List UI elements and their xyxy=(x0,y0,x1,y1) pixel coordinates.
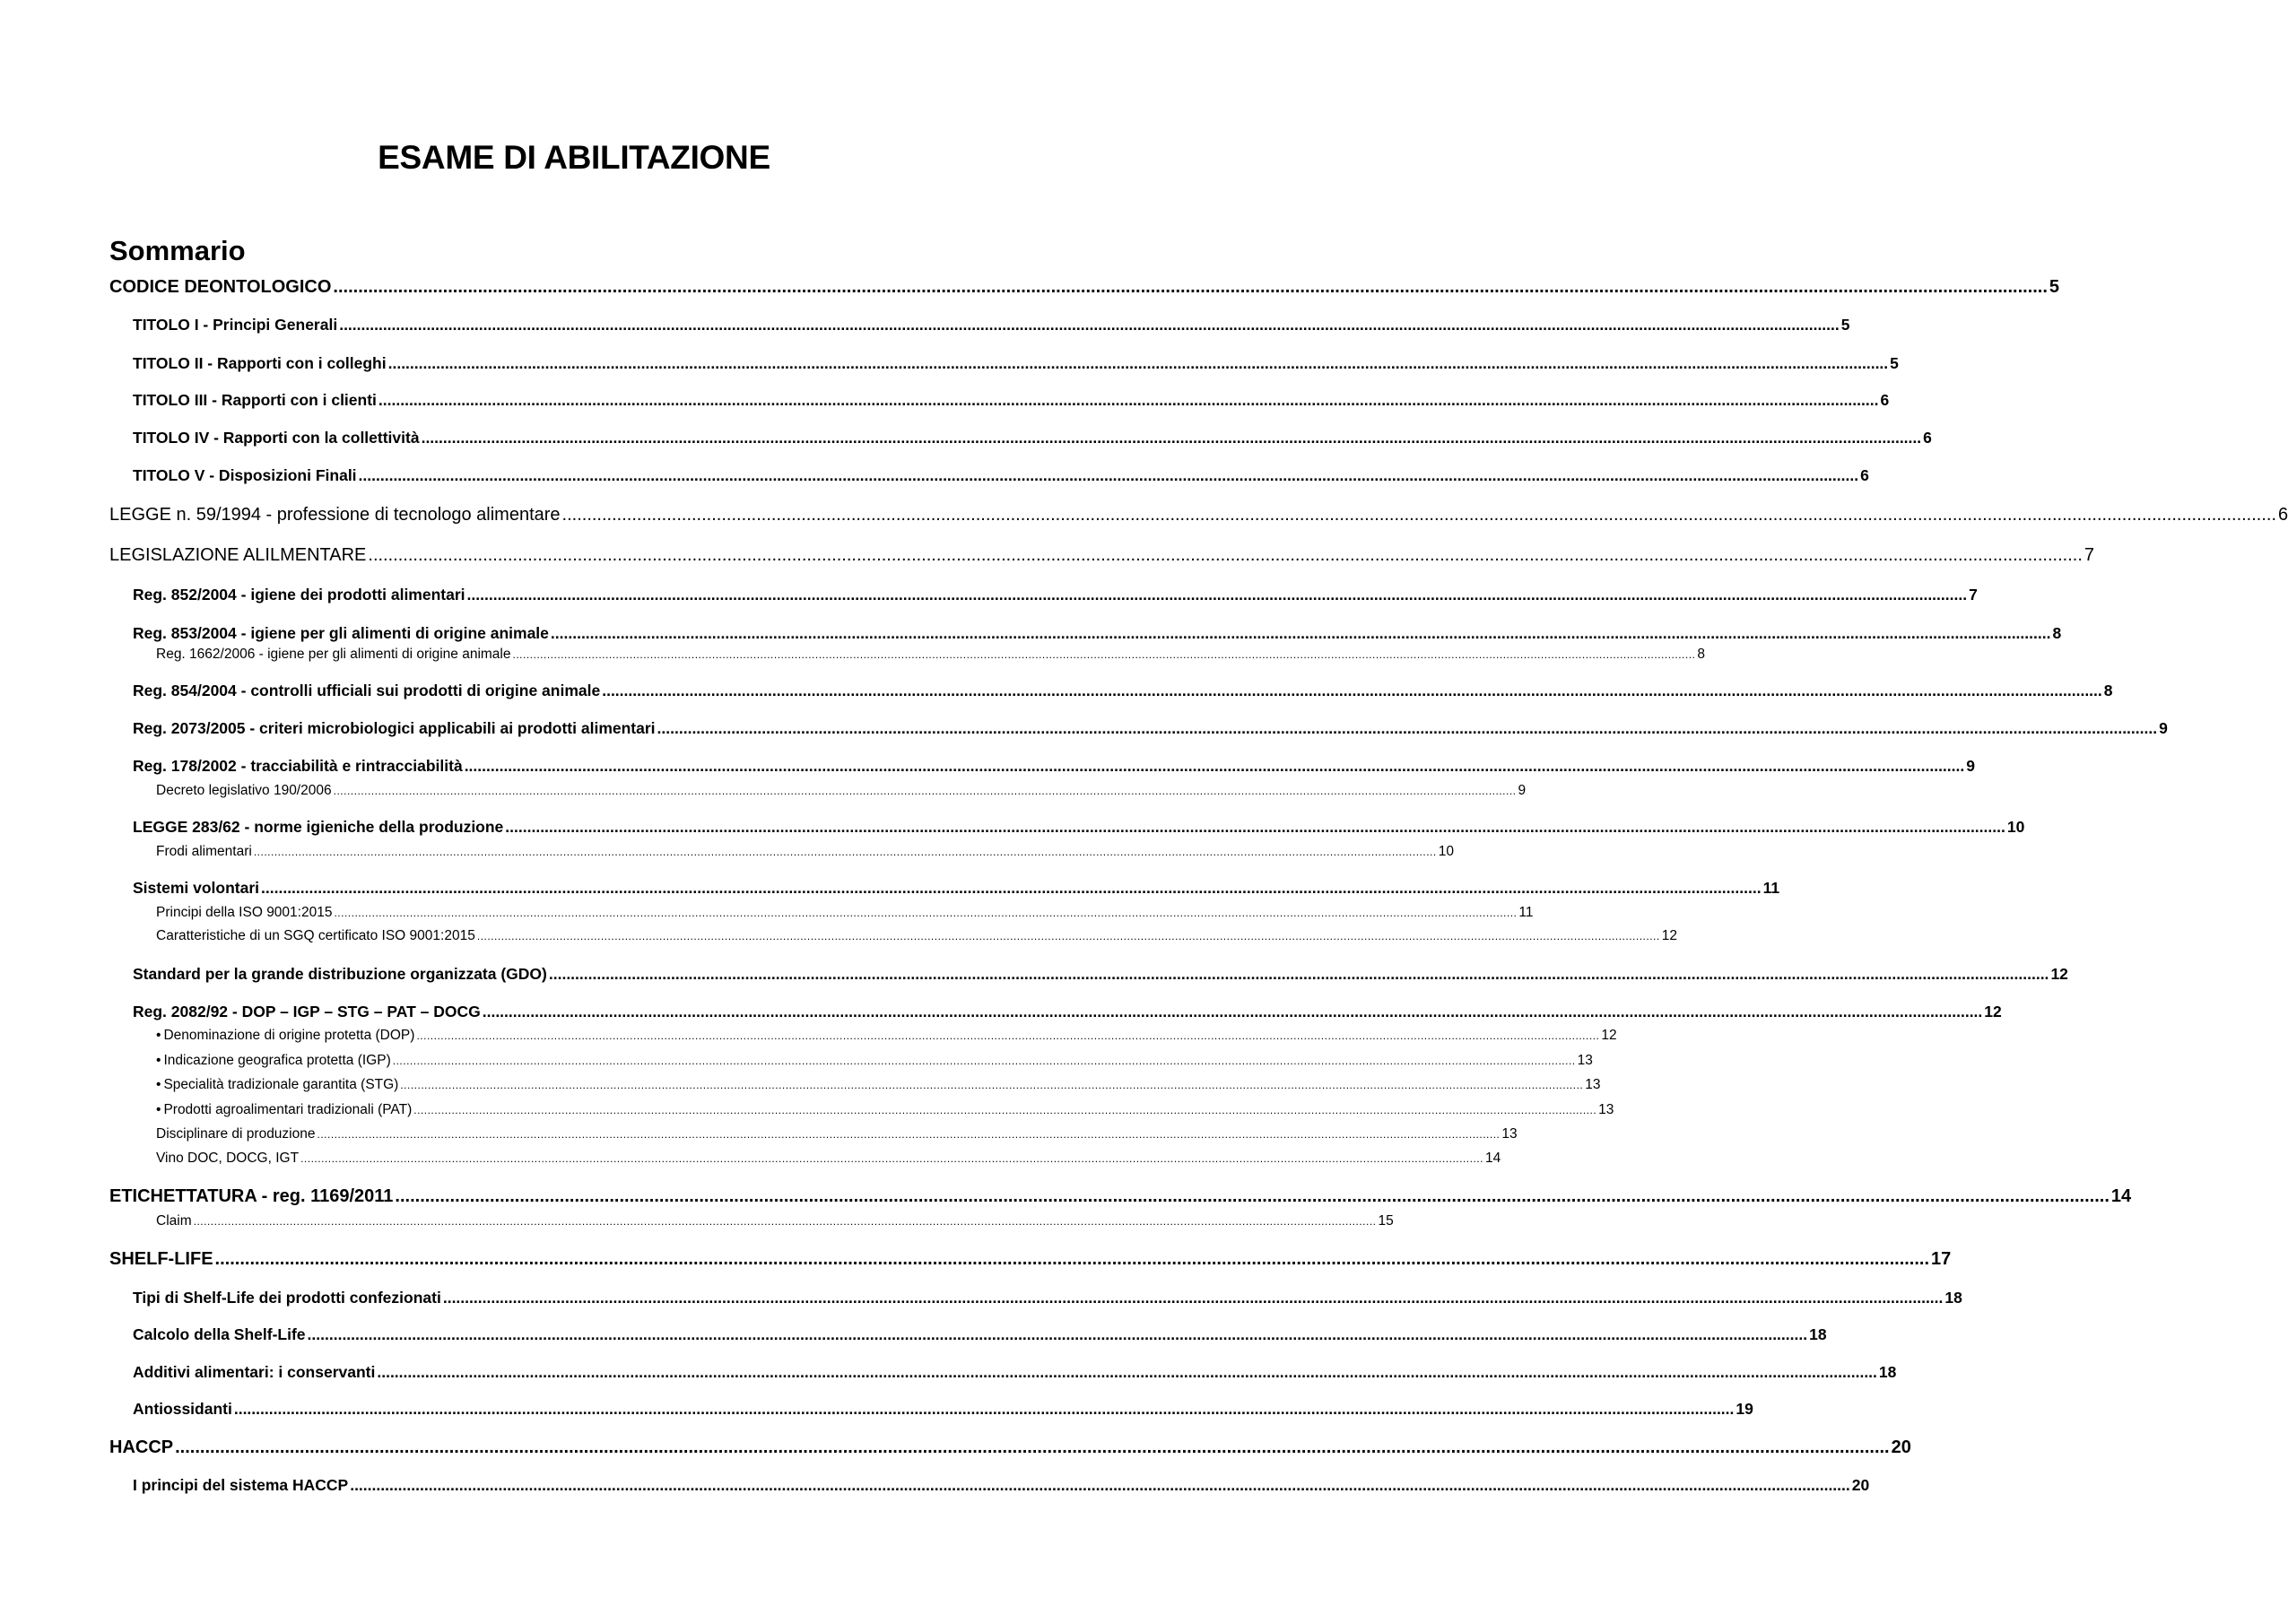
dot-leader: ........................................................................................................................................................................................................................................................................................................................................................ xyxy=(261,879,1762,897)
toc-entry-page-number: 12 xyxy=(2050,965,2068,983)
toc-entry-text: Specialità tradizionale garantita (STG) xyxy=(163,1077,399,1092)
toc-entry-sistemi[interactable] xyxy=(133,877,1780,899)
toc-entry-text: LEGGE 283/62 - norme igieniche della produzione xyxy=(133,818,504,836)
toc-entry-page-number: 12 xyxy=(1601,1028,1617,1043)
toc-entry-label xyxy=(133,352,387,374)
toc-entry-label xyxy=(133,1324,306,1345)
toc-entry-label xyxy=(133,389,377,411)
toc-entry-label xyxy=(133,816,503,838)
toc-entry-text: LEGGE n. 59/1994 - professione di tecnologo alimentare xyxy=(109,505,561,525)
toc-entry-text: TITOLO V - Disposizioni Finali xyxy=(133,466,357,484)
toc-entry-reg1662[interactable] xyxy=(156,645,1706,664)
toc-entry-label xyxy=(156,1100,412,1120)
dot-leader: ........................................................................................................................................................................................................................................................................................................................................................ xyxy=(378,391,1879,409)
toc-entry-text: Additivi alimentari: i conservanti xyxy=(133,1363,376,1381)
toc-entry-page-number: 13 xyxy=(1585,1077,1601,1092)
toc-entry-titolo5[interactable] xyxy=(133,465,1869,486)
toc-entry-label xyxy=(156,781,332,801)
toc-entry-page-number: 11 xyxy=(1518,905,1534,920)
dot-leader: ........................................................................................................................................................................................................................................................................................................................................................ xyxy=(400,1079,1584,1091)
toc-entry-iso9001[interactable] xyxy=(156,903,1534,923)
toc-entry-label xyxy=(156,903,332,923)
toc-entry-principi_haccp[interactable] xyxy=(133,1474,1870,1496)
toc-entry-titolo3[interactable] xyxy=(133,389,1890,411)
toc-entry-label xyxy=(133,755,463,777)
toc-entry-label xyxy=(109,275,331,299)
toc-entry-label xyxy=(109,503,561,526)
dot-leader: ........................................................................................................................................................................................................................................................................................................................................................ xyxy=(550,624,2051,642)
toc-entry-page-number: 11 xyxy=(1762,879,1780,897)
toc-entry-text: Claim xyxy=(156,1213,192,1229)
toc-entry-label xyxy=(156,645,511,664)
dot-leader: ........................................................................................................................................................................................................................................................................................................................................................ xyxy=(482,1003,1983,1020)
toc-entry-dop[interactable] xyxy=(156,1026,1617,1046)
toc-entry-text: Vino DOC, DOCG, IGT xyxy=(156,1151,300,1166)
toc-entry-text: Reg. 852/2004 - igiene dei prodotti alimentari xyxy=(133,586,465,604)
toc-entry-reg2073[interactable] xyxy=(133,717,2168,739)
toc-entry-titolo2[interactable] xyxy=(133,352,1899,374)
toc-entry-legislazione[interactable] xyxy=(109,543,2094,567)
dot-leader: ........................................................................................................................................................................................................................................................................................................................................................ xyxy=(442,1289,1944,1307)
toc-entry-label xyxy=(109,1247,213,1271)
toc-entry-text: Reg. 853/2004 - igiene per gli alimenti di origine animale xyxy=(133,624,549,642)
toc-entry-label xyxy=(109,543,366,567)
dot-leader: ........................................................................................................................................................................................................................................................................................................................................................ xyxy=(377,1363,1877,1381)
dot-leader: ........................................................................................................................................................................................................................................................................................................................................................ xyxy=(233,1400,1735,1418)
toc-entry-page-number: 5 xyxy=(1840,316,1850,334)
toc-entry-claim[interactable] xyxy=(156,1211,1394,1231)
toc-entry-page-number: 13 xyxy=(1577,1053,1593,1068)
dot-leader: ........................................................................................................................................................................................................................................................................................................................................................ xyxy=(466,586,1968,604)
toc-entry-page-number: 5 xyxy=(1890,354,1899,372)
dot-leader: ........................................................................................................................................................................................................................................................................................................................................................ xyxy=(193,1215,1377,1228)
toc-entry-label xyxy=(133,877,259,899)
toc-entry-label xyxy=(133,1287,441,1308)
toc-entry-frodi[interactable] xyxy=(156,842,1454,862)
toc-entry-calcolo[interactable] xyxy=(133,1324,1827,1345)
toc-entry-label xyxy=(133,1398,232,1420)
dot-leader: ........................................................................................................................................................................................................................................................................................................................................................ xyxy=(387,354,1889,372)
toc-entry-tipi[interactable] xyxy=(133,1287,1962,1308)
toc-entry-reg853[interactable] xyxy=(133,622,2062,644)
toc-entry-shelflife[interactable] xyxy=(109,1247,1952,1271)
toc-entry-legge59[interactable] xyxy=(109,503,2288,526)
toc-entry-text: CODICE DEONTOLOGICO xyxy=(109,277,332,297)
toc-entry-text: Decreto legislativo 190/2006 xyxy=(156,783,332,798)
toc-entry-text: HACCP xyxy=(109,1437,174,1457)
dot-leader: ........................................................................................................................................................................................................................................................................................................................................................ xyxy=(464,757,1965,775)
dot-leader: ........................................................................................................................................................................................................................................................................................................................................................ xyxy=(395,1186,2110,1206)
toc-entry-label xyxy=(133,314,337,335)
toc-entry-page-number: 13 xyxy=(1598,1102,1614,1117)
toc-entry-label xyxy=(156,1026,414,1046)
toc-entry-page-number: 15 xyxy=(1378,1213,1394,1229)
toc-entry-label xyxy=(133,1001,481,1022)
toc-entry-page-number: 8 xyxy=(1697,647,1706,662)
toc-entry-text: Principi della ISO 9001:2015 xyxy=(156,905,333,920)
bullet-icon: • xyxy=(156,1077,161,1092)
toc-entry-additivi[interactable] xyxy=(133,1361,1897,1383)
toc-entry-label xyxy=(133,427,420,448)
dot-leader: ........................................................................................................................................................................................................................................................................................................................................................ xyxy=(476,930,1660,942)
toc-entry-label xyxy=(133,717,656,739)
dot-leader: ........................................................................................................................................................................................................................................................................................................................................................ xyxy=(421,429,1922,447)
toc-entry-text: Tipi di Shelf-Life dei prodotti confezionati xyxy=(133,1289,441,1307)
dot-leader: ........................................................................................................................................................................................................................................................................................................................................................ xyxy=(214,1249,1930,1269)
toc-entry-page-number: 17 xyxy=(1931,1249,1952,1269)
dot-leader: ........................................................................................................................................................................................................................................................................................................................................................ xyxy=(512,648,1696,661)
toc-entry-text: Standard per la grande distribuzione organizzata (GDO) xyxy=(133,965,547,983)
toc-entry-page-number: 13 xyxy=(1501,1126,1518,1142)
toc-entry-label xyxy=(133,584,465,605)
toc-entry-text: SHELF-LIFE xyxy=(109,1249,213,1269)
dot-leader: ........................................................................................................................................................................................................................................................................................................................................................ xyxy=(300,1152,1483,1165)
toc-entry-page-number: 8 xyxy=(2103,682,2113,699)
toc-entry-text: Prodotti agroalimentari tradizionali (PAT) xyxy=(163,1102,413,1117)
toc-entry-text: Reg. 2073/2005 - criteri microbiologici applicabili ai prodotti alimentari xyxy=(133,719,656,737)
toc-heading: Sommario xyxy=(109,235,246,266)
toc-entry-label xyxy=(156,1051,391,1071)
toc-entry-label xyxy=(156,1125,316,1144)
toc-entry-label xyxy=(109,1185,393,1208)
toc-entry-page-number: 6 xyxy=(2278,505,2288,525)
toc-entry-page-number: 9 xyxy=(1966,757,1975,775)
toc-entry-label xyxy=(109,1436,173,1459)
toc-entry-text: Reg. 1662/2006 - igiene per gli alimenti di origine animale xyxy=(156,647,511,662)
toc-entry-disciplinare[interactable] xyxy=(156,1125,1518,1144)
toc-entry-page-number: 12 xyxy=(1984,1003,2002,1020)
toc-entry-page-number: 6 xyxy=(1923,429,1932,447)
toc-entry-label xyxy=(156,926,475,946)
dot-leader: ........................................................................................................................................................................................................................................................................................................................................................ xyxy=(350,1476,1850,1494)
dot-leader: ........................................................................................................................................................................................................................................................................................................................................................ xyxy=(358,466,1859,484)
toc-entry-page-number: 18 xyxy=(1944,1289,1962,1307)
toc-entry-text: Reg. 854/2004 - controlli ufficiali sui prodotti di origine animale xyxy=(133,682,601,699)
toc-entry-page-number: 12 xyxy=(1661,928,1677,943)
toc-entry-text: TITOLO II - Rapporti con i colleghi xyxy=(133,354,387,372)
toc-entry-page-number: 10 xyxy=(1438,844,1454,859)
toc-entry-text: Indicazione geografica protetta (IGP) xyxy=(163,1053,391,1068)
toc-entry-text: Caratteristiche di un SGQ certificato ISO 9001:2015 xyxy=(156,928,475,943)
toc-entry-page-number: 14 xyxy=(2110,1186,2132,1206)
toc-entry-label xyxy=(133,1361,375,1383)
toc-entry-text: Antiossidanti xyxy=(133,1400,232,1418)
toc-entry-label xyxy=(133,465,357,486)
dot-leader: ........................................................................................................................................................................................................................................................................................................................................................ xyxy=(368,545,2083,565)
toc-entry-text: I principi del sistema HACCP xyxy=(133,1476,349,1494)
dot-leader: ........................................................................................................................................................................................................................................................................................................................................................ xyxy=(333,277,2048,297)
dot-leader: ........................................................................................................................................................................................................................................................................................................................................................ xyxy=(307,1325,1808,1343)
toc-entry-codice[interactable] xyxy=(109,275,2060,299)
toc-entry-vino[interactable] xyxy=(156,1149,1501,1168)
toc-entry-label xyxy=(133,680,600,701)
toc-entry-page-number: 6 xyxy=(1860,466,1869,484)
toc-entry-reg178[interactable] xyxy=(133,755,1975,777)
dot-leader: ........................................................................................................................................................................................................................................................................................................................................................ xyxy=(333,785,1517,797)
toc-entry-page-number: 14 xyxy=(1484,1151,1501,1166)
toc-entry-dlgs190[interactable] xyxy=(156,781,1527,801)
dot-leader: ........................................................................................................................................................................................................................................................................................................................................................ xyxy=(392,1055,1576,1067)
toc-entry-page-number: 6 xyxy=(1880,391,1890,409)
toc-entry-legge283[interactable] xyxy=(133,816,2025,838)
dot-leader: ........................................................................................................................................................................................................................................................................................................................................................ xyxy=(175,1437,1890,1457)
toc-entry-text: Frodi alimentari xyxy=(156,844,252,859)
toc-entry-page-number: 7 xyxy=(2084,545,2094,565)
toc-entry-page-number: 9 xyxy=(2159,719,2168,737)
dot-leader: ........................................................................................................................................................................................................................................................................................................................................................ xyxy=(561,505,2277,525)
dot-leader: ........................................................................................................................................................................................................................................................................................................................................................ xyxy=(505,818,2005,836)
toc-entry-text: TITOLO IV - Rapporti con la collettività xyxy=(133,429,420,447)
dot-leader: ........................................................................................................................................................................................................................................................................................................................................................ xyxy=(657,719,2158,737)
toc-entry-text: TITOLO I - Principi Generali xyxy=(133,316,338,334)
toc-entry-text: ETICHETTATURA - reg. 1169/2011 xyxy=(109,1186,394,1206)
toc-entry-titolo1[interactable] xyxy=(133,314,1850,335)
toc-entry-text: LEGISLAZIONE ALILMENTARE xyxy=(109,545,367,565)
dot-leader: ........................................................................................................................................................................................................................................................................................................................................................ xyxy=(602,682,2102,699)
bullet-icon: • xyxy=(156,1102,161,1117)
toc-entry-page-number: 10 xyxy=(2006,818,2025,836)
toc-entry-text: Sistemi volontari xyxy=(133,879,260,897)
dot-leader: ........................................................................................................................................................................................................................................................................................................................................................ xyxy=(339,316,1840,334)
bullet-icon: • xyxy=(156,1028,161,1043)
toc-entry-page-number: 20 xyxy=(1891,1437,1911,1457)
toc-entry-text: Reg. 178/2002 - tracciabilità e rintracciabilità xyxy=(133,757,463,775)
toc-entry-reg852[interactable] xyxy=(133,584,1978,605)
toc-entry-label xyxy=(133,622,549,644)
toc-entry-titolo4[interactable] xyxy=(133,427,1932,448)
toc-entry-label xyxy=(156,842,252,862)
dot-leader: ........................................................................................................................................................................................................................................................................................................................................................ xyxy=(413,1104,1597,1116)
toc-entry-page-number: 19 xyxy=(1736,1400,1753,1418)
toc-entry-page-number: 7 xyxy=(1969,586,1978,604)
dot-leader: ........................................................................................................................................................................................................................................................................................................................................................ xyxy=(416,1029,1600,1042)
toc-entry-reg854[interactable] xyxy=(133,680,2113,701)
document-title: ESAME DI ABILITAZIONE xyxy=(378,139,770,176)
toc-entry-text: Calcolo della Shelf-Life xyxy=(133,1325,306,1343)
toc-entry-label xyxy=(133,963,547,985)
toc-entry-text: Denominazione di origine protetta (DOP) xyxy=(163,1028,415,1043)
toc-entry-igp[interactable] xyxy=(156,1051,1593,1071)
toc-entry-text: TITOLO III - Rapporti con i clienti xyxy=(133,391,377,409)
toc-entry-sgq[interactable] xyxy=(156,926,1677,946)
toc-entry-antiossidanti[interactable] xyxy=(133,1398,1753,1420)
toc-entry-page-number: 18 xyxy=(1878,1363,1897,1381)
toc-entry-page-number: 9 xyxy=(1518,783,1527,798)
dot-leader: ........................................................................................................................................................................................................................................................................................................................................................ xyxy=(334,907,1518,919)
toc-entry-label xyxy=(133,1474,348,1496)
bullet-icon: • xyxy=(156,1053,161,1068)
toc-entry-gdo[interactable] xyxy=(133,963,2068,985)
toc-entry-page-number: 8 xyxy=(2052,624,2062,642)
toc-entry-page-number: 18 xyxy=(1809,1325,1827,1343)
toc-entry-page-number: 5 xyxy=(2049,277,2060,297)
toc-entry-label xyxy=(156,1149,299,1168)
toc-entry-haccp[interactable] xyxy=(109,1436,1911,1459)
toc-entry-stg[interactable] xyxy=(156,1075,1601,1095)
toc-entry-text: Disciplinare di produzione xyxy=(156,1126,316,1142)
toc-entry-etichettatura[interactable] xyxy=(109,1185,2132,1208)
toc-entry-page-number: 20 xyxy=(1851,1476,1870,1494)
toc-entry-pat[interactable] xyxy=(156,1100,1614,1120)
toc-entry-label xyxy=(156,1075,398,1095)
toc-entry-label xyxy=(156,1211,192,1231)
dot-leader: ........................................................................................................................................................................................................................................................................................................................................................ xyxy=(548,965,2049,983)
toc-entry-reg2082[interactable] xyxy=(133,1001,2002,1022)
dot-leader: ........................................................................................................................................................................................................................................................................................................................................................ xyxy=(253,846,1437,858)
toc-entry-text: Reg. 2082/92 - DOP – IGP – STG – PAT – DOCG xyxy=(133,1003,481,1020)
dot-leader: ........................................................................................................................................................................................................................................................................................................................................................ xyxy=(317,1128,1501,1141)
